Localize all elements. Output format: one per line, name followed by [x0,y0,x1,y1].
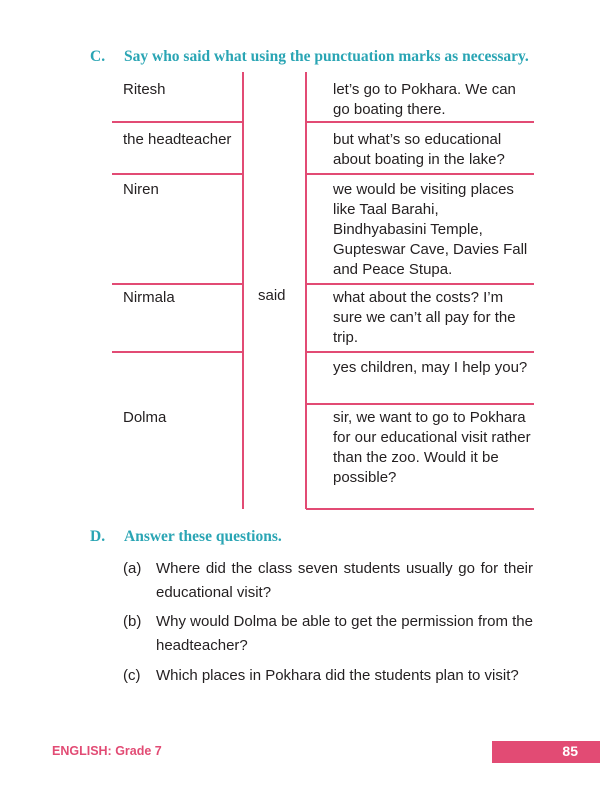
grid-hline [306,121,534,123]
question-item [123,610,533,658]
speech-text: yes children, may I help you? [333,359,528,376]
question-label: (a) [123,560,142,577]
speech-text: we would be visiting places like Taal Barahi, Bindhyabasini Temple, Gupteswar Cave, Davies Fall and Peace Stupa. [333,181,528,278]
question-label: (c) [123,667,141,684]
page-number: 85 [562,743,578,759]
speech-text: let’s go to Pokhara. We can go boating there. [333,81,516,118]
section-d-letter: D. [90,528,106,545]
grid-hline [306,403,534,405]
question-text: Why would Dolma be able to get the permission from the headteacher? [156,613,533,654]
speech-text: what about the costs? I’m sure we can’t all pay for the trip. [333,289,516,346]
speaker-name: Dolma [123,409,167,426]
speaker-name: the headteacher [123,131,232,148]
footer-book-title: ENGLISH: Grade 7 [52,744,162,758]
grid-hline [112,351,243,353]
speaker-name: Nirmala [123,289,175,306]
speaker-name: Niren [123,181,159,198]
section-c-heading [90,48,529,66]
question-item [123,557,533,605]
question-text: Which places in Pokhara did the students plan to visit? [156,667,519,684]
grid-hline [112,173,243,175]
speech-text: but what’s so educational about boating in the lake? [333,131,505,168]
grid-hline [306,283,534,285]
question-item [123,664,533,688]
section-c-letter: C. [90,48,106,65]
section-d-title: Answer these questions. [124,528,282,545]
grid-hline [112,121,243,123]
grid-vline-right [305,72,307,509]
speech-text: sir, we want to go to Pokhara for our educational visit rather than the zoo. Would it be possible? [333,409,531,486]
page-number-bar [492,741,600,763]
speaker-name: Ritesh [123,81,166,98]
section-d-heading [90,528,282,546]
grid-hline [306,508,534,510]
grid-vline-left [242,72,244,509]
section-c-title: Say who said what using the punctuation marks as necessary. [124,48,529,65]
grid-hline [112,283,243,285]
question-label: (b) [123,613,142,630]
grid-hline [306,173,534,175]
said-verb: said [258,287,286,304]
question-text: Where did the class seven students usually go for their educational visit? [156,560,533,601]
grid-hline [306,351,534,353]
